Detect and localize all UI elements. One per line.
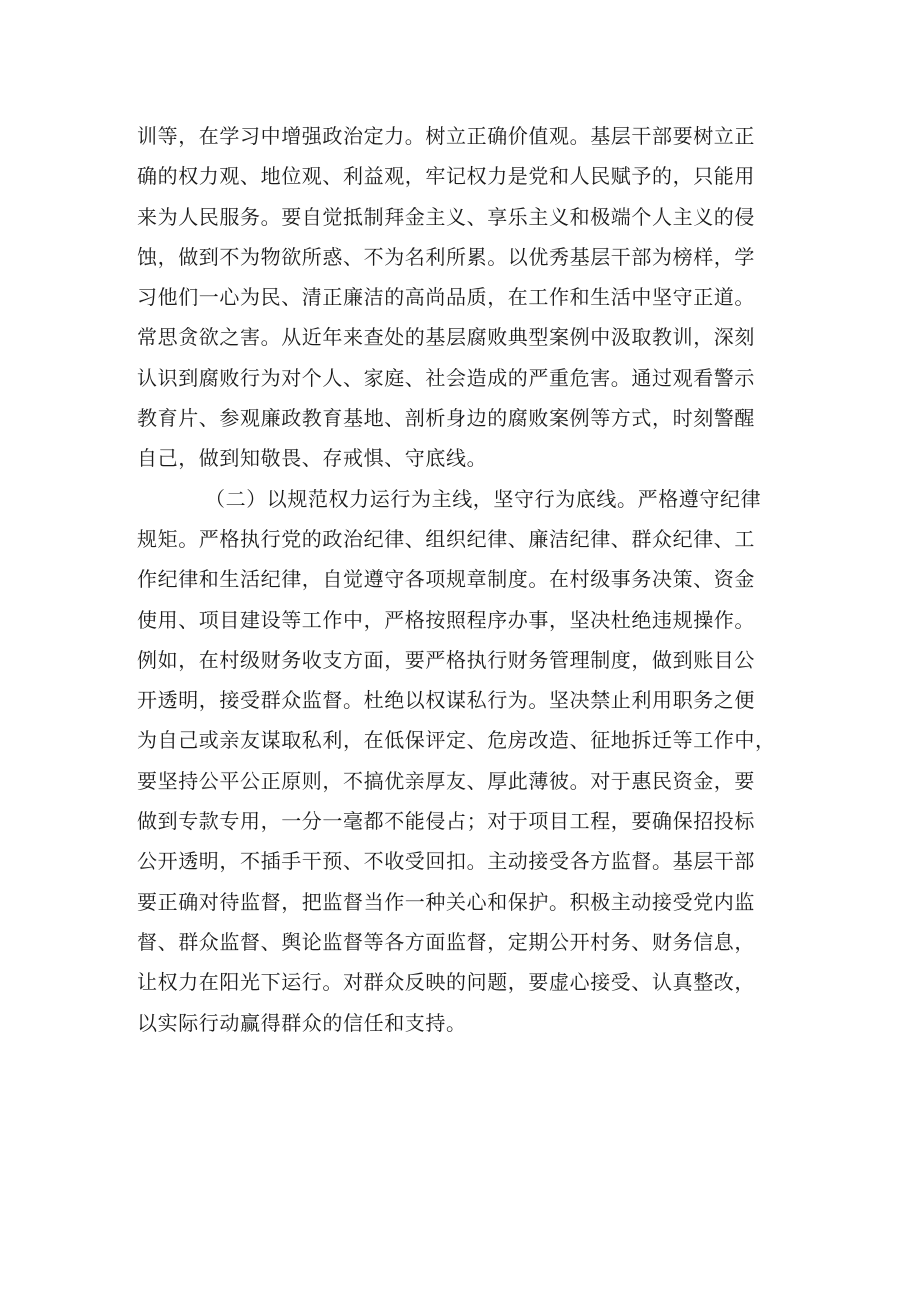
section-heading-line: （二）以规范权力运行为主线，坚守行为底线。严格遵守纪律 [205, 486, 762, 511]
text-line: 蚀，做到不为物欲所惑、不为名利所累。以优秀基层干部为榜样，学 [137, 244, 755, 269]
text-line: 教育片、参观廉政教育基地、剖析身边的腐败案例等方式，时刻警醒 [137, 406, 755, 431]
text-line: 要正确对待监督，把监督当作一种关心和保护。积极主动接受党内监 [137, 889, 755, 914]
text-line: 让权力在阳光下运行。对群众反映的问题，要虚心接受、认真整改， [137, 970, 755, 995]
text-line: 公开透明，不插手干预、不收受回扣。主动接受各方监督。基层干部 [137, 849, 755, 874]
text-line: 督、群众监督、舆论监督等各方面监督，定期公开村务、财务信息， [137, 929, 755, 954]
text-line: 习他们一心为民、清正廉洁的高尚品质，在工作和生活中坚守正道。 [137, 285, 755, 310]
text-line: 例如，在村级财务收支方面，要严格执行财务管理制度，做到账目公 [137, 647, 755, 672]
text-line: 开透明，接受群众监督。杜绝以权谋私行为。坚决禁止利用职务之便 [137, 688, 755, 713]
text-line: 来为人民服务。要自觉抵制拜金主义、享乐主义和极端个人主义的侵 [137, 204, 755, 229]
text-line: 训等，在学习中增强政治定力。树立正确价值观。基层干部要树立正 [137, 124, 755, 148]
text-line: 作纪律和生活纪律，自觉遵守各项规章制度。在村级事务决策、资金 [137, 567, 755, 592]
text-line: 使用、项目建设等工作中，严格按照程序办事，坚决杜绝违规操作。 [137, 607, 755, 632]
text-line: 确的权力观、地位观、利益观，牢记权力是党和人民赋予的，只能用 [137, 164, 755, 189]
text-line: 规矩。严格执行党的政治纪律、组织纪律、廉洁纪律、群众纪律、工 [137, 526, 755, 551]
text-line: 要坚持公平公正原则，不搞优亲厚友、厚此薄彼。对于惠民资金，要 [137, 768, 755, 793]
text-line: 常思贪欲之害。从近年来查处的基层腐败典型案例中汲取教训，深刻 [137, 325, 755, 350]
text-line: 自己，做到知敬畏、存戒惧、守底线。 [137, 446, 488, 471]
text-line: 以实际行动赢得群众的信任和支持。 [137, 1010, 467, 1035]
text-line: 为自己或亲友谋取私利，在低保评定、危房改造、征地拆迁等工作中， [137, 728, 776, 753]
body-text [137, 116, 797, 1043]
text-line: 做到专款专用，一分一毫都不能侵占；对于项目工程，要确保招投标 [137, 809, 755, 834]
text-line: 认识到腐败行为对个人、家庭、社会造成的严重危害。通过观看警示 [137, 365, 755, 390]
